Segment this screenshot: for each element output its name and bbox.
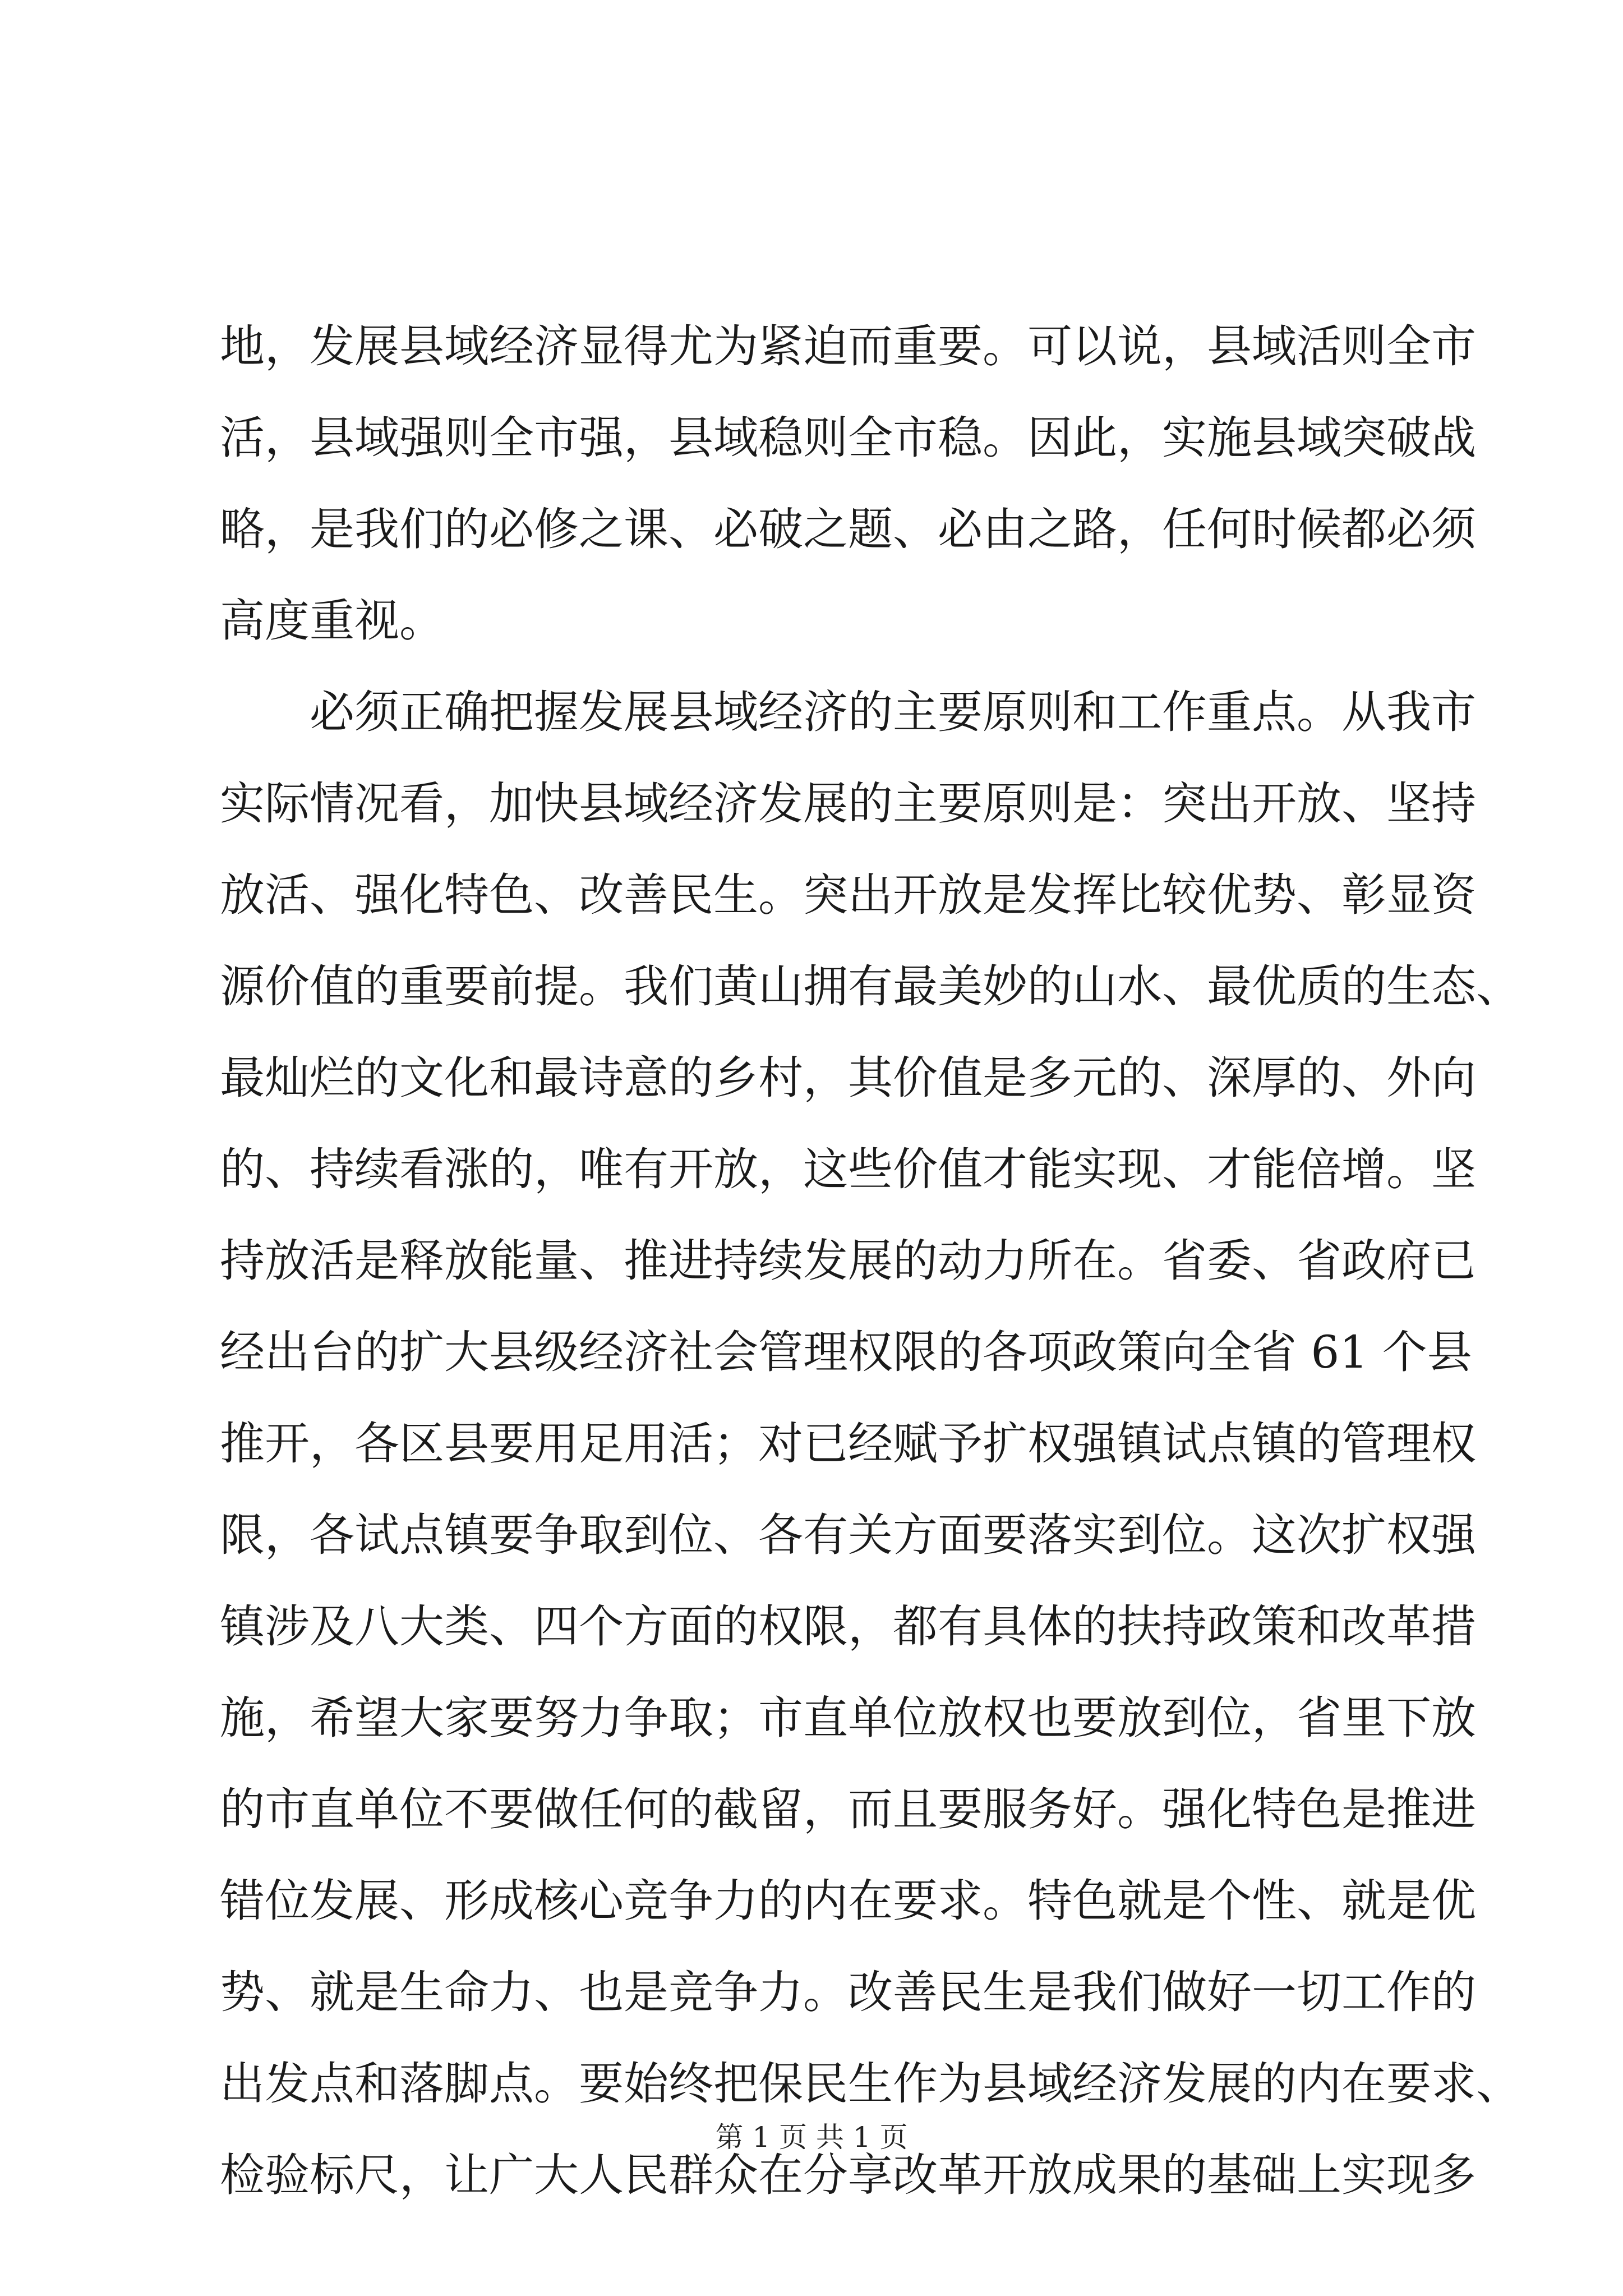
text-line: 错位发展、形成核心竞争力的内在要求。特色就是个性、就是优 (220, 1875, 1476, 1927)
text-line: 地，发展县域经济显得尤为紧迫而重要。可以说，县域活则全市 (220, 320, 1476, 372)
text-line: 推开，各区县要用足用活；对已经赋予扩权强镇试点镇的管理权 (220, 1418, 1476, 1470)
text-line: 最灿烂的文化和最诗意的乡村，其价值是多元的、深厚的、外向 (220, 1052, 1476, 1104)
text-line: 实际情况看，加快县域经济发展的主要原则是：突出开放、坚持 (220, 777, 1476, 830)
text-line: 镇涉及八大类、四个方面的权限，都有具体的扶持政策和改革措 (220, 1600, 1476, 1653)
document-body (220, 301, 1521, 2221)
text-line: 势、就是生命力、也是竞争力。改善民生是我们做好一切工作的 (220, 1966, 1476, 2018)
text-line: 放活、强化特色、改善民生。突出开放是发挥比较优势、彰显资 (220, 869, 1476, 921)
text-line: 限，各试点镇要争取到位、各有关方面要落实到位。这次扩权强 (220, 1509, 1476, 1561)
page-footer: 第 1 页 共 1 页 (715, 2121, 908, 2154)
text-line: 的、持续看涨的，唯有开放，这些价值才能实现、才能倍增。坚 (220, 1143, 1476, 1195)
text-line: 活，县域强则全市强，县域稳则全市稳。因此，实施县域突破战 (220, 412, 1476, 464)
text-line: 必须正确把握发展县域经济的主要原则和工作重点。从我市 (220, 686, 1476, 738)
text-line: 高度重视。 (220, 595, 444, 647)
text-line: 持放活是释放能量、推进持续发展的动力所在。省委、省政府已 (220, 1235, 1476, 1287)
text-line: 检验标尺，让广大人民群众在分享改革开放成果的基础上实现多 (220, 2149, 1476, 2201)
text-line: 施，希望大家要努力争取；市直单位放权也要放到位，省里下放 (220, 1692, 1476, 1744)
text-line: 经出台的扩大县级经济社会管理权限的各项政策向全省 61 个县 (220, 1326, 1472, 1378)
text-line: 源价值的重要前提。我们黄山拥有最美妙的山水、最优质的生态、 (220, 960, 1521, 1013)
text-line: 的市直单位不要做任何的截留，而且要服务好。强化特色是推进 (220, 1783, 1476, 1835)
text-line: 出发点和落脚点。要始终把保民生作为县域经济发展的内在要求、 (220, 2058, 1521, 2110)
text-line: 略，是我们的必修之课、必破之题、必由之路，任何时候都必须 (220, 503, 1476, 555)
